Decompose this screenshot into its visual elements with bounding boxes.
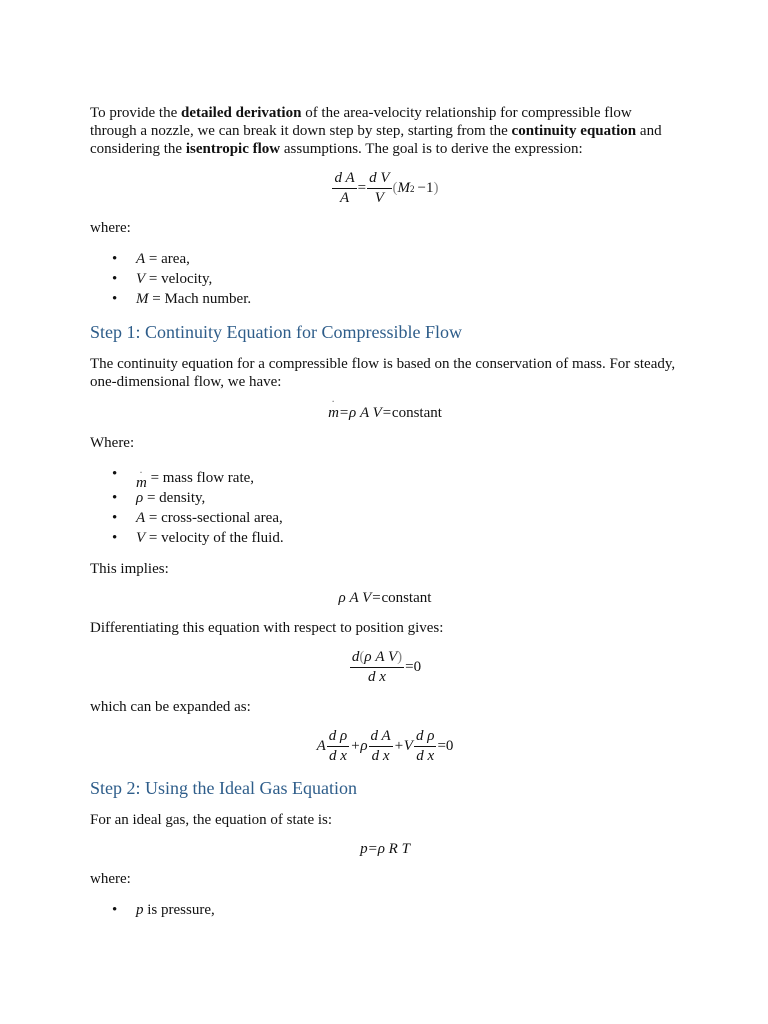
- fraction-drho-dx: [327, 728, 349, 765]
- variable-list-3: [90, 900, 680, 920]
- term-a: A: [316, 738, 326, 754]
- fraction-numerator: d A: [369, 728, 393, 747]
- rho-av-constant-equation: [90, 590, 680, 607]
- step1-heading: Step 1: Continuity Equation for Compressible Flow: [90, 322, 462, 342]
- variable-description: = velocity of the fluid.: [145, 530, 284, 546]
- mach-symbol: M: [397, 180, 411, 196]
- variable-symbol: p: [136, 902, 144, 918]
- variable-symbol: A: [136, 251, 146, 267]
- implies-label: This implies:: [90, 561, 169, 577]
- variable-description: is pressure,: [143, 902, 215, 918]
- area-velocity-equation: [90, 170, 680, 207]
- paren-open: (: [392, 180, 398, 196]
- intro-bold-derivation: detailed derivation: [181, 105, 302, 121]
- variable-symbol: V: [136, 271, 146, 287]
- expanded-equation: [90, 728, 680, 765]
- intro-paragraph: [90, 104, 680, 158]
- list-item: [90, 269, 680, 289]
- variable-symbol: · m: [136, 473, 147, 493]
- derivative-equation: [90, 649, 680, 686]
- equation-constant: constant: [391, 405, 442, 421]
- intro-text: and considering the: [90, 123, 662, 157]
- document-content: [90, 104, 680, 932]
- variable-description: = area,: [145, 251, 190, 267]
- variable-description: = density,: [143, 490, 206, 506]
- mach-exponent: 2: [410, 183, 415, 194]
- inner-product: ρ A V: [364, 649, 398, 665]
- variable-symbol: M: [136, 291, 149, 307]
- equation-constant: constant: [381, 590, 432, 606]
- paren-close: ): [433, 180, 439, 196]
- variable-description: = velocity,: [145, 271, 213, 287]
- equation-rhs: =0: [437, 738, 454, 754]
- list-item: [90, 900, 680, 920]
- fraction-denominator: A: [339, 190, 350, 206]
- equation-text: p=ρ R T: [360, 841, 410, 857]
- fraction-numerator: d ρ: [414, 728, 436, 747]
- variable-description: = cross-sectional area,: [145, 510, 283, 526]
- equals-sign: =: [357, 180, 367, 196]
- step1-paragraph: The continuity equation for a compressible flow is based on the conservation of mass. For steady, one-dimensional flow, we have:: [90, 356, 676, 390]
- list-item: [90, 464, 680, 491]
- minus-one: −1: [417, 180, 434, 196]
- intro-text: assumptions. The goal is to derive the expression:: [280, 141, 583, 157]
- fraction-numerator: d ρ: [327, 728, 349, 747]
- list-item: [90, 528, 680, 548]
- intro-text: To provide the: [90, 105, 182, 121]
- fraction-denominator: V: [374, 190, 384, 206]
- variable-list-1: [90, 249, 680, 309]
- fraction-denominator: d x: [368, 669, 386, 685]
- step2-paragraph: For an ideal gas, the equation of state is:: [90, 812, 333, 828]
- variable-list-2: [90, 464, 680, 548]
- mass-flow-equation: [90, 405, 680, 422]
- equation-lhs: ρ A V=: [338, 590, 382, 606]
- where-label: Where:: [90, 435, 135, 451]
- step2-heading: Step 2: Using the Ideal Gas Equation: [90, 778, 357, 798]
- equation-rhs: =0: [405, 659, 422, 675]
- fraction-denominator: d x: [416, 748, 435, 764]
- mass-flow-symbol: · m: [328, 405, 339, 422]
- list-item: [90, 289, 680, 309]
- fraction-dA-A: [332, 170, 356, 207]
- list-item: [90, 249, 680, 269]
- fraction-dV-V: [367, 170, 391, 207]
- variable-symbol: A: [136, 510, 146, 526]
- intro-bold-isentropic: isentropic flow: [185, 141, 281, 157]
- variable-description: = mass flow rate,: [146, 470, 255, 486]
- fraction-denominator: d x: [371, 748, 390, 764]
- expanded-text: which can be expanded as:: [90, 699, 251, 715]
- fraction-numerator: d A: [332, 170, 356, 189]
- differentiating-text: Differentiating this equation with respect to position gives:: [90, 620, 444, 636]
- ideal-gas-equation: [90, 841, 680, 858]
- fraction-d-rhoAV-dx: [350, 649, 404, 686]
- d-operator: d: [351, 649, 360, 665]
- list-item: [90, 508, 680, 528]
- fraction-numerator: d V: [367, 170, 391, 189]
- where-label: where:: [90, 871, 131, 887]
- intro-text: of the area-velocity relationship for compressible flow through a nozzle, we can break it down step by step, starting from the: [90, 105, 632, 139]
- equation-middle: =ρ A V=: [338, 405, 392, 421]
- plus-rho: +ρ: [350, 738, 368, 754]
- where-label: where:: [90, 220, 131, 236]
- list-item: [90, 488, 680, 508]
- variable-description: = Mach number.: [148, 291, 252, 307]
- fraction-numerator: [350, 649, 404, 668]
- intro-bold-continuity: continuity equation: [511, 123, 637, 139]
- variable-symbol: V: [136, 530, 146, 546]
- paren-close: ): [397, 649, 403, 665]
- plus-v: +V: [393, 738, 413, 754]
- fraction-denominator: d x: [329, 748, 347, 764]
- variable-symbol: ρ: [136, 490, 144, 506]
- fraction-dA-dx: [369, 728, 393, 765]
- fraction-drho-dx-2: [414, 728, 436, 765]
- paren-open: (: [359, 649, 365, 665]
